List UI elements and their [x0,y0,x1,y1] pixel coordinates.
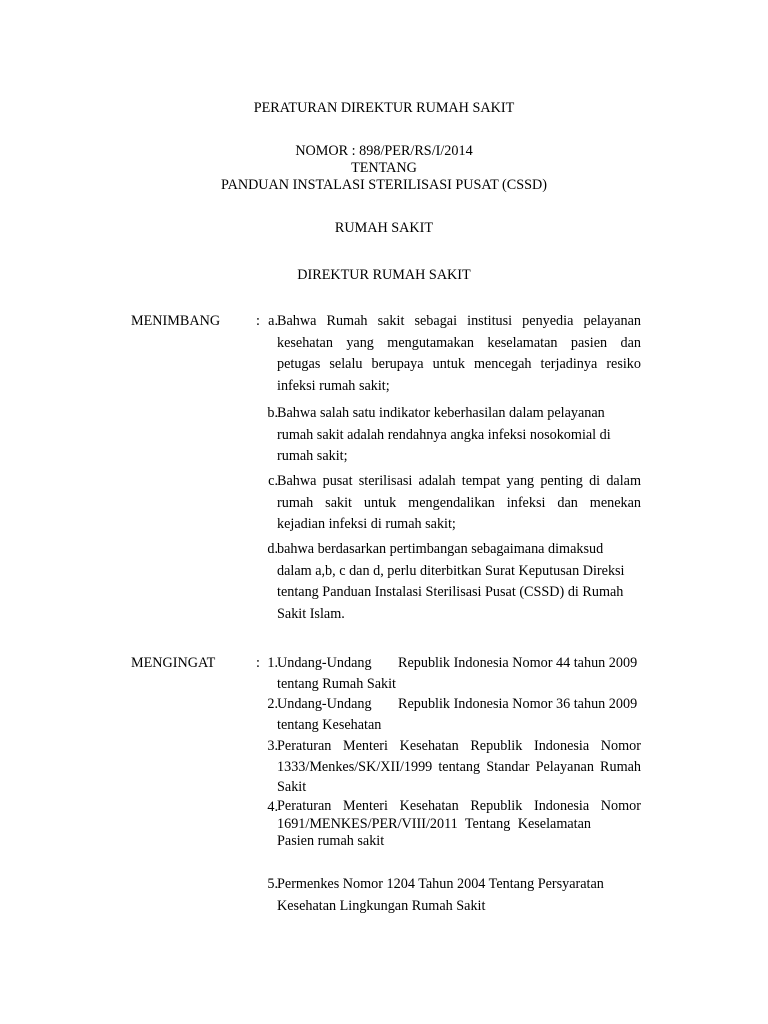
text-line: infeksi rumah sakit; [277,377,390,394]
mengingat-item-3 [277,736,641,798]
menimbang-colon: : [256,313,260,329]
list-item-marker: 1. [267,655,278,671]
mengingat-item-5 [277,874,641,917]
document-subject: PANDUAN INSTALASI STERILISASI PUSAT (CSSD) [220,177,547,193]
document-title: PERATURAN DIREKTUR RUMAH SAKIT [253,100,515,116]
text-line: Kesehatan Lingkungan Rumah Sakit [277,897,486,914]
text-line: Pasien rumah sakit [277,833,385,849]
institution-name: RUMAH SAKIT [334,220,434,236]
law-subject-text: tentang Kesehatan [277,717,382,733]
text-line: dalam a,b, c dan d, perlu diterbitkan Surat Keputusan Direksi [277,562,625,579]
text-line: tentang Panduan Instalasi Sterilisasi Pusat (CSSD) di Rumah [277,584,624,600]
text-line: Peraturan Menteri Kesehatan Republik Indonesia Nomor [277,798,641,814]
document-number: NOMOR : 898/PER/RS/I/2014 [295,143,473,159]
list-item-marker: 3. [267,738,278,754]
menimbang-item-a [277,311,641,397]
menimbang-item-d [277,539,641,625]
text-line: Bahwa pusat sterilisasi adalah tempat yang penting di dalam [277,473,641,489]
law-type-text: Undang-Undang [277,655,372,671]
mengingat-label: MENGINGAT [131,655,216,671]
list-item-marker: a. [268,313,278,329]
text-line: rumah sakit untuk mengendalikan infeksi dan menekan [277,494,641,511]
list-item-marker: c. [268,473,278,489]
text-line: petugas selalu berupaya untuk mencegah terjadinya resiko [277,356,641,372]
list-item-marker: 5. [267,876,278,892]
text-line: 1691/MENKES/PER/VIII/2011 Tentang Keselamatan [277,815,591,832]
text-line: kesehatan yang mengutamakan keselamatan pasien dan [277,334,641,351]
text-line: kejadian infeksi di rumah sakit; [277,516,456,532]
law-subject-text: tentang Rumah Sakit [277,676,397,692]
text-line: rumah sakit; [277,448,348,464]
list-item-marker: b. [267,405,278,421]
list-item-marker: d. [267,541,278,557]
menimbang-label: MENIMBANG [131,313,221,329]
law-detail-text: Republik Indonesia Nomor 36 tahun 2009 [398,696,638,712]
menimbang-item-c [277,471,641,536]
text-line: Sakit [277,779,307,795]
text-line: Bahwa Rumah sakit sebagai institusi penyedia pelayanan [277,313,641,329]
law-detail-text: Republik Indonesia Nomor 44 tahun 2009 [398,655,638,671]
mengingat-item-4 [277,798,641,851]
law-type-text: Undang-Undang [277,696,372,712]
text-line: rumah sakit adalah rendahnya angka infeksi nosokomial di [277,426,611,443]
list-item-marker: 4. [267,799,278,815]
list-item-marker: 2. [267,696,278,712]
menimbang-item-b [277,403,641,468]
text-line: Peraturan Menteri Kesehatan Republik Indonesia Nomor [277,738,641,754]
text-line: Sakit Islam. [277,605,345,622]
text-line: Bahwa salah satu indikator keberhasilan dalam pelayanan [277,405,605,421]
text-line: bahwa berdasarkan pertimbangan sebagaimana dimaksud [277,541,604,557]
tentang-label: TENTANG [351,160,417,176]
mengingat-colon: : [256,655,260,671]
text-line: Permenkes Nomor 1204 Tahun 2004 Tentang Persyaratan [277,876,604,892]
director-heading: DIREKTUR RUMAH SAKIT [297,267,471,283]
text-line: 1333/Menkes/SK/XII/1999 tentang Standar Pelayanan Rumah [277,758,641,775]
